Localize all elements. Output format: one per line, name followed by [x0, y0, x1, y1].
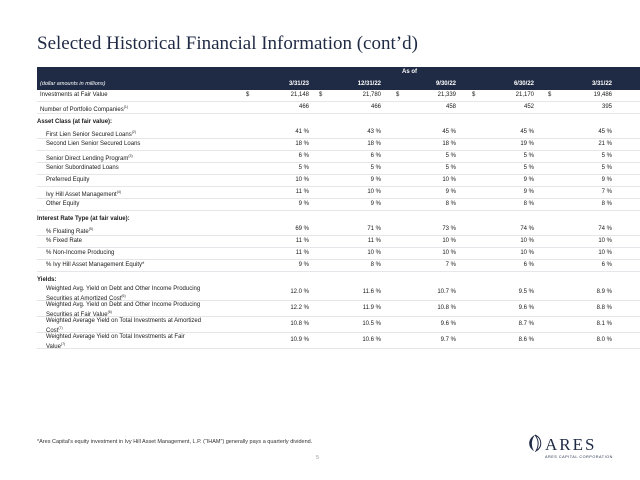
table-cell: 9 %: [523, 189, 534, 195]
table-cell: 73 %: [442, 226, 456, 232]
table-cell: 10 %: [598, 238, 612, 244]
table-cell: 41 %: [295, 129, 309, 135]
table-cell: 9.6 %: [518, 305, 534, 311]
table-cell: 9 %: [298, 262, 309, 268]
row-label-text: Weighted Avg. Yield on Debt and Other Income Producing: [46, 302, 201, 308]
table-cell: 10 %: [295, 177, 309, 183]
table-cell: 5 %: [445, 153, 456, 159]
row-label-text: Second Lien Senior Secured Loans: [46, 141, 141, 147]
footnote-ref: (3): [128, 154, 133, 158]
row-label: [46, 163, 119, 174]
table-cell: 8 %: [370, 262, 381, 268]
row-label-text: Senior Direct Lending Program: [46, 156, 129, 162]
table-cell: 11 %: [295, 189, 309, 195]
table-row: [37, 187, 640, 199]
table-cell: 8.0 %: [596, 337, 612, 343]
table-row: [37, 175, 640, 187]
row-label-text-line2: Value: [46, 344, 61, 350]
table-cell: 11.9 %: [362, 305, 381, 311]
as-of-label: As of: [402, 69, 417, 75]
table-cell: 5 %: [370, 165, 381, 171]
row-label-text: % Non-Income Producing: [46, 250, 115, 256]
table-row: [37, 285, 640, 301]
table-cell: 7 %: [445, 262, 456, 268]
table-cell: 10.9 %: [290, 337, 309, 343]
table-cell: 8.9 %: [596, 289, 612, 295]
table-cell: 452: [523, 104, 534, 110]
table-row: [37, 151, 640, 163]
table-cell: 9 %: [445, 189, 456, 195]
table-cell: 18 %: [442, 141, 456, 147]
table-cell: 21 %: [598, 141, 612, 147]
table-cell: 9.7 %: [440, 337, 456, 343]
page-title: Selected Historical Financial Information (cont’d): [37, 33, 418, 54]
dollar-sign: $: [548, 92, 552, 98]
table-cell: 45 %: [520, 129, 534, 135]
table-cell: 8.7 %: [518, 321, 534, 327]
row-label: [40, 90, 108, 101]
column-header: 6/30/22: [513, 81, 534, 87]
table-cell: 8.6 %: [518, 337, 534, 343]
table-row: [37, 224, 640, 236]
table-cell: 11 %: [295, 250, 309, 256]
dollar-sign: $: [319, 92, 323, 98]
table-cell: 5 %: [601, 165, 612, 171]
table-cell: 74 %: [520, 226, 534, 232]
table-cell: 9 %: [370, 201, 381, 207]
row-label: [46, 260, 144, 271]
row-label: [46, 248, 114, 259]
row-label-text-line2: Cost: [46, 328, 59, 334]
table-cell: 21,339: [437, 92, 456, 98]
table-row: [37, 260, 640, 272]
table-cell: 71 %: [367, 226, 381, 232]
footnote-ref: (4): [116, 190, 121, 194]
table-row: [37, 163, 640, 175]
table-row: [37, 333, 640, 349]
table-cell: 45 %: [598, 129, 612, 135]
table-cell: 10 %: [520, 238, 534, 244]
row-label-text: Weighted Average Yield on Total Investments at Amortized: [46, 318, 202, 324]
table-cell: 69 %: [295, 226, 309, 232]
table-cell: 9 %: [370, 177, 381, 183]
section-heading: Yields:: [37, 277, 57, 283]
table-cell: 43 %: [367, 129, 381, 135]
section-heading: Interest Rate Type (at fair value):: [37, 216, 130, 222]
row-label-text: Number of Portfolio Companies: [40, 107, 124, 113]
table-row: [37, 102, 640, 114]
row-label: [46, 139, 140, 150]
table-cell: 10 %: [598, 250, 612, 256]
table-cell: 10.5 %: [362, 321, 381, 327]
table-cell: 5 %: [298, 165, 309, 171]
column-header: 3/31/22: [591, 81, 612, 87]
footnote-ref: (6): [107, 310, 112, 314]
table-cell: 74 %: [598, 226, 612, 232]
table-row: [37, 236, 640, 248]
table-body: [37, 90, 640, 349]
footnote-ref: (5): [88, 227, 93, 231]
row-label: [40, 102, 128, 116]
table-cell: 5 %: [523, 165, 534, 171]
table-cell: 9 %: [523, 177, 534, 183]
table-cell: 9 %: [298, 201, 309, 207]
table-cell: 12.2 %: [290, 305, 309, 311]
footnote-ref: (6): [121, 294, 126, 298]
table-cell: 45 %: [442, 129, 456, 135]
row-label: [46, 334, 185, 351]
row-label-text-line2: Securities at Amortized Cost: [46, 296, 122, 302]
row-label-text-line2: Securities at Fair Value: [46, 312, 108, 318]
table-row: [37, 317, 640, 333]
table-row: [37, 248, 640, 260]
table-cell: 11 %: [367, 238, 381, 244]
table-cell: 21,148: [290, 92, 309, 98]
row-label: [46, 236, 82, 247]
row-label: [46, 175, 89, 186]
table-cell: 466: [370, 104, 381, 110]
table-row: [37, 90, 640, 102]
dollar-sign: $: [472, 92, 476, 98]
row-label-text: First Lien Senior Secured Loans: [46, 132, 132, 138]
table-cell: 8.8 %: [596, 305, 612, 311]
dollar-sign: $: [246, 92, 250, 98]
units-label: (dollar amounts in millions): [40, 81, 106, 87]
column-header: 9/30/22: [435, 81, 456, 87]
row-label-text: Preferred Equity: [46, 177, 90, 183]
page-number: 5: [316, 455, 320, 461]
table-cell: 21,170: [515, 92, 534, 98]
table-cell: 9 %: [601, 177, 612, 183]
table-cell: 10.8 %: [437, 305, 456, 311]
table-cell: 7 %: [601, 189, 612, 195]
logo-wordmark: ARES: [545, 435, 597, 454]
table-cell: 8 %: [445, 201, 456, 207]
row-label-text: Investments at Fair Value: [40, 92, 108, 98]
row-label: [46, 199, 79, 210]
table-cell: 10 %: [442, 177, 456, 183]
table-cell: 9.6 %: [440, 321, 456, 327]
row-label-text: Other Equity: [46, 201, 80, 207]
table-cell: 466: [298, 104, 309, 110]
row-label-text: Senior Subordinated Loans: [46, 165, 119, 171]
table-row: [37, 139, 640, 151]
dollar-sign: $: [396, 92, 400, 98]
section-heading: Asset Class (at fair value):: [37, 119, 113, 125]
table-cell: 6 %: [370, 153, 381, 159]
table-cell: 18 %: [295, 141, 309, 147]
logo-subtitle: ARES CAPITAL CORPORATION: [545, 455, 613, 459]
ares-leaf-icon: [525, 433, 545, 453]
row-label-text: % Ivy Hill Asset Management Equity*: [46, 262, 145, 268]
table-cell: 10.7 %: [437, 289, 456, 295]
table-cell: 10 %: [367, 250, 381, 256]
table-cell: 19,486: [593, 92, 612, 98]
table-cell: 8 %: [523, 201, 534, 207]
table-cell: 10 %: [520, 250, 534, 256]
table-cell: 18 %: [367, 141, 381, 147]
table-cell: 8.1 %: [596, 321, 612, 327]
table-cell: 395: [601, 104, 612, 110]
table-cell: 458: [445, 104, 456, 110]
row-label-text: % Fixed Rate: [46, 238, 83, 244]
table-cell: 5 %: [523, 153, 534, 159]
table-cell: 10 %: [442, 238, 456, 244]
row-label-text: Ivy Hill Asset Management: [46, 192, 117, 198]
row-label-text: % Floating Rate: [46, 229, 89, 235]
footnote-ref: (7): [60, 342, 66, 346]
row-label-text: Weighted Avg. Yield on Debt and Other Income Producing: [46, 286, 201, 292]
footnote-ref: (2): [131, 130, 136, 134]
table-cell: 6 %: [298, 153, 309, 159]
table-header: [37, 67, 640, 90]
table-cell: 6 %: [523, 262, 534, 268]
ares-logo: [525, 433, 617, 463]
table-row: [37, 301, 640, 317]
table-cell: 5 %: [445, 165, 456, 171]
table-row: [37, 127, 640, 139]
table-row: [37, 199, 640, 211]
table-cell: 8 %: [601, 201, 612, 207]
row-label-text: Weighted Average Yield on Total Investments at Fair: [46, 334, 185, 340]
financial-table: [37, 67, 640, 349]
table-cell: 10.6 %: [362, 337, 381, 343]
table-cell: 10 %: [367, 189, 381, 195]
table-cell: 6 %: [601, 262, 612, 268]
table-cell: 19 %: [520, 141, 534, 147]
footnote-ref: (1): [123, 105, 128, 109]
table-cell: 11.6 %: [362, 289, 381, 295]
table-cell: 9.5 %: [518, 289, 534, 295]
table-cell: 21,780: [362, 92, 381, 98]
table-cell: 10 %: [442, 250, 456, 256]
footnote: *Ares Capital’s equity investment in Ivy Hill Asset Management, L.P. (“IHAM”) generally pays a quarterly dividend.: [37, 439, 313, 445]
column-header: 12/31/22: [357, 81, 381, 87]
table-cell: 5 %: [601, 153, 612, 159]
table-cell: 10.8 %: [290, 321, 309, 327]
table-cell: 11 %: [295, 238, 309, 244]
footnote-ref: (7): [58, 326, 63, 330]
column-header: 3/31/23: [288, 81, 309, 87]
table-cell: 12.0 %: [290, 289, 309, 295]
